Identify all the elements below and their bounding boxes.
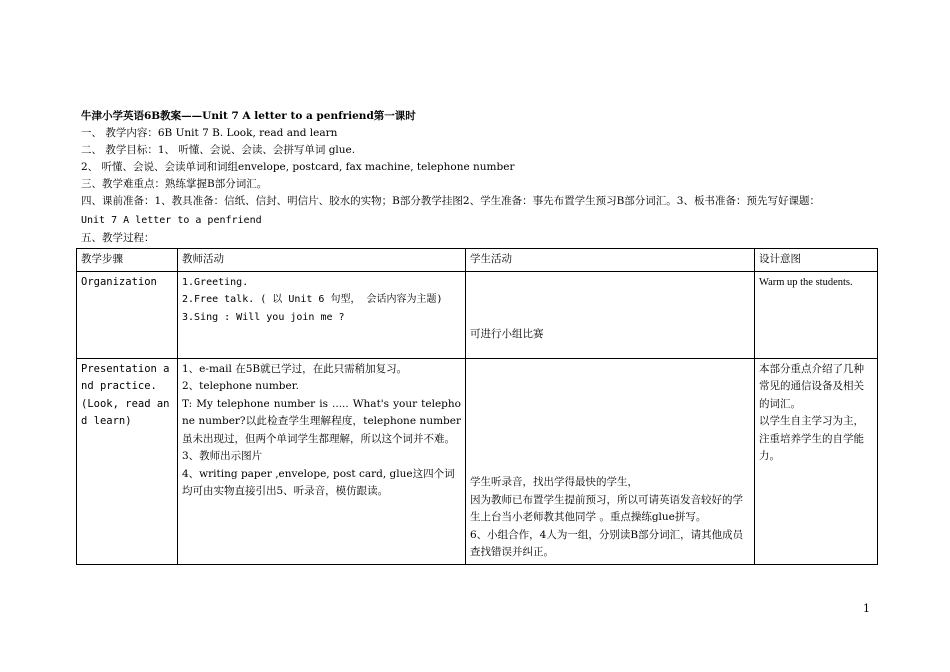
cell-text: 因为教师已布置学生提前预习，所以可请英语发音较好的学生上台当小老师教其他同学 。重点操练glue拼写。 bbox=[470, 493, 743, 523]
cell-text: 可进行小组比赛 bbox=[470, 328, 544, 340]
intent-cell bbox=[755, 358, 878, 564]
header-cell: 设计意图 bbox=[755, 249, 878, 272]
page-number: 1 bbox=[863, 602, 870, 615]
cell-text: 6、小组合作，4人为一组，分别读B部分词汇，请其他成员查找错误并纠正。 bbox=[470, 528, 744, 558]
objective-line: 2、 听懂、会说、会读单词和词组envelope, postcard, fax machine, telephone number bbox=[81, 161, 515, 173]
cell-text: 本部分重点介绍了几种常见的通信设备及相关的词汇。 bbox=[759, 362, 864, 410]
table-header-row bbox=[77, 249, 878, 272]
cell-text: 4、writing paper ,envelope, post card, glue这四个词均可由实物直接引出5、听录音，模仿跟读。 bbox=[182, 467, 455, 497]
content-line: 一、 教学内容：6B Unit 7 B. Look, read and learn bbox=[81, 127, 338, 139]
preparation-line: Unit 7 A letter to a penfriend bbox=[81, 215, 262, 226]
cell-text: T: My telephone number is ..... What's your telephone number?以此检查学生理解程度，telephone number虽未出现过，但两个单词学生都理解，所以这个词并不难。 bbox=[182, 397, 461, 445]
teacher-cell bbox=[178, 358, 466, 564]
cell-text: 2、telephone number. bbox=[182, 380, 299, 392]
intent-cell bbox=[755, 271, 878, 358]
cell-text: 学生听录音，找出学得最快的学生， bbox=[470, 476, 638, 488]
cell-text: 2.Free talk. ( 以 Unit 6 句型， 会话内容为主题) bbox=[182, 294, 443, 305]
preparation-line: 四、课前准备：1、教具准备：信纸、信封、明信片、胶水的实物；B部分教学挂图2、学生准备：事先布置学生预习B部分词汇。3、板书准备：预先写好课题： bbox=[81, 195, 820, 207]
table-row bbox=[77, 358, 878, 564]
cell-text: 3、教师出示图片 bbox=[182, 450, 263, 462]
student-cell bbox=[466, 358, 755, 564]
step-cell: Presentation and practice. (Look, read and learn) bbox=[77, 358, 178, 564]
header-cell: 教学步骤 bbox=[77, 249, 178, 272]
process-heading: 五、教学过程： bbox=[81, 232, 155, 244]
objective-line: 二、 教学目标：1、 听懂、会说、会读、会拼写单词 glue. bbox=[81, 144, 356, 156]
step-cell: Organization bbox=[77, 271, 178, 358]
header-cell: 教师活动 bbox=[178, 249, 466, 272]
student-cell bbox=[466, 271, 755, 358]
key-point-line: 三、教学难重点：熟练掌握B部分词汇。 bbox=[81, 178, 268, 190]
cell-text: Warm up the students. bbox=[759, 276, 853, 288]
table-row bbox=[77, 271, 878, 358]
teacher-cell bbox=[178, 271, 466, 358]
cell-text: 以学生自主学习为主，注重培养学生的自学能力。 bbox=[759, 415, 864, 462]
cell-text: 1.Greeting. bbox=[182, 276, 249, 288]
cell-text: 1、e-mail 在5B就已学过，在此只需稍加复习。 bbox=[182, 362, 408, 375]
cell-text: 3.Sing : Will you join me ? bbox=[182, 311, 345, 323]
header-cell: 学生活动 bbox=[466, 249, 755, 272]
document-title: 牛津小学英语6B教案——Unit 7 A letter to a penfriend第一课时 bbox=[81, 110, 416, 122]
lesson-table bbox=[76, 248, 878, 565]
